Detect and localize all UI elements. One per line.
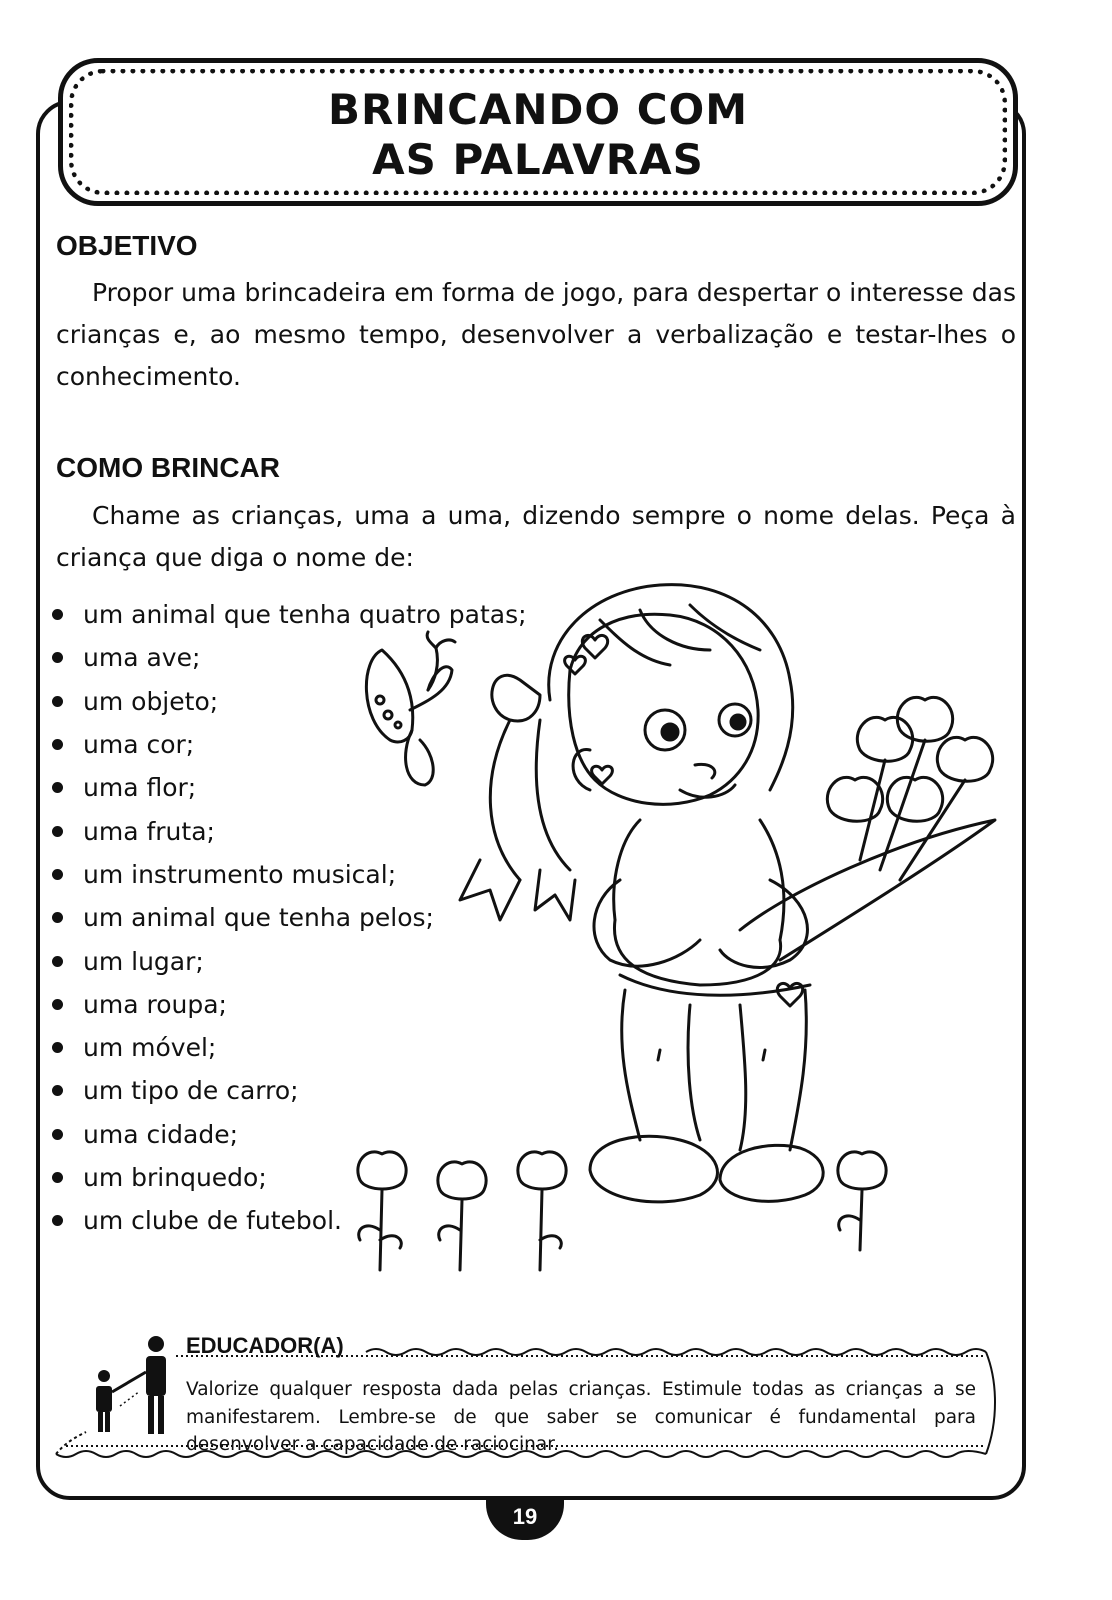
bullet-icon (52, 1172, 63, 1183)
como-brincar-intro: Chame as crianças, uma a uma, dizendo sempre o nome delas. Peça à criança que diga o nome de: (56, 501, 1016, 572)
como-brincar-heading: COMO BRINCAR (56, 452, 280, 483)
girl-with-flowers-illustration (340, 580, 1020, 1280)
bullet-icon (52, 1042, 63, 1053)
bullet-icon (52, 609, 63, 620)
bullet-icon (52, 869, 63, 880)
bullet-icon (52, 826, 63, 837)
girl-figure (460, 585, 823, 1202)
list-item: uma cor; (52, 723, 527, 766)
list-item: um lugar; (52, 939, 527, 982)
page-title-line2: AS PALAVRAS (372, 135, 704, 184)
list-item: uma flor; (52, 766, 527, 809)
educador-heading: EDUCADOR(A) (186, 1333, 344, 1358)
page-title-line1: BRINCANDO COM (327, 85, 749, 134)
bullet-icon (52, 652, 63, 663)
list-item: uma fruta; (52, 809, 527, 852)
flower-bouquet-icon (740, 697, 995, 960)
list-item: um móvel; (52, 1026, 527, 1069)
bullet-icon (52, 739, 63, 750)
adult-child-icon (90, 1336, 182, 1446)
page-number: 19 (486, 1500, 564, 1540)
bullet-icon (52, 696, 63, 707)
list-item: um brinquedo; (52, 1156, 527, 1199)
educador-text: Valorize qualquer resposta dada pelas crianças. Estimule todas as crianças a se manifestarem. Lembre-se de que saber se comunicar é fundamental para desenvolver a capacidade de raciocinar. (186, 1379, 976, 1455)
butterfly-icon (366, 632, 455, 785)
list-item: um instrumento musical; (52, 853, 527, 896)
list-item: uma ave; (52, 636, 527, 679)
list-item: um tipo de carro; (52, 1069, 527, 1112)
objetivo-text: Propor uma brincadeira em forma de jogo, para despertar o interesse das crianças e, ao mesmo tempo, desenvolver a verbalização e testar-lhes o conhecimento. (56, 278, 1016, 391)
bullet-icon (52, 782, 63, 793)
list-item: uma roupa; (52, 983, 527, 1026)
list-item: um animal que tenha pelos; (52, 896, 527, 939)
objetivo-heading: OBJETIVO (56, 230, 198, 261)
title-banner (58, 58, 1018, 206)
bullet-icon (52, 1085, 63, 1096)
bullet-icon (52, 999, 63, 1010)
bullet-icon (52, 1129, 63, 1140)
list-item: um animal que tenha quatro patas; (52, 593, 527, 636)
bullet-icon (52, 1215, 63, 1226)
list-item: uma cidade; (52, 1113, 527, 1156)
bullet-icon (52, 912, 63, 923)
list-item: um objeto; (52, 680, 527, 723)
list-item: um clube de futebol. (52, 1199, 527, 1242)
bullet-icon (52, 956, 63, 967)
ground-flowers-icon (358, 1152, 886, 1270)
